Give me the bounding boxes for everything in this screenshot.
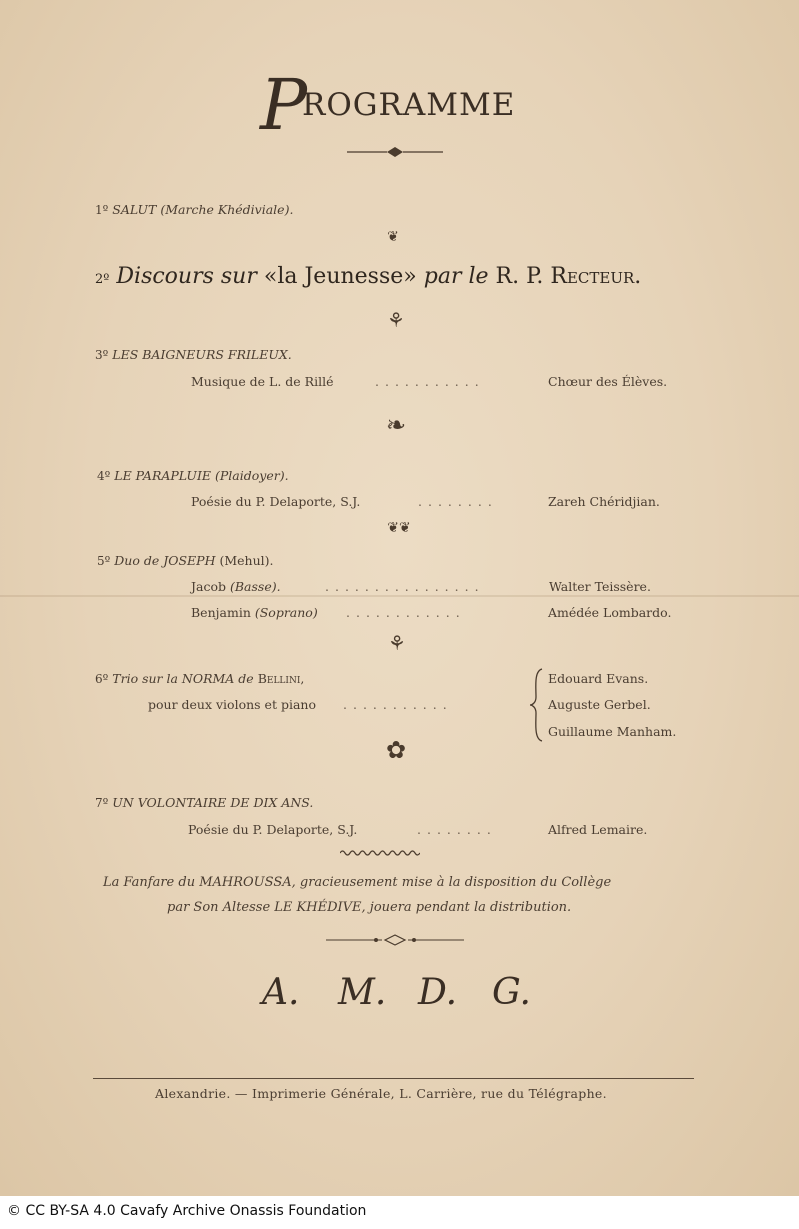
ornament-divider <box>326 934 464 946</box>
ornament-1-icon: ❦ <box>387 229 399 245</box>
item-4-heading <box>97 468 289 483</box>
item-6-subtitle: pour deux violons et piano <box>148 697 316 712</box>
wave-divider <box>340 849 420 857</box>
item-2-text-c: par le <box>423 264 489 289</box>
page-title <box>260 60 550 165</box>
item-5-role-1-voice: (Basse). <box>229 579 281 594</box>
item-2-text-d: R. P. Recteur. <box>495 264 642 289</box>
item-5-performer-1: Walter Teissère. <box>549 579 651 594</box>
item-7-performer: Alfred Lemaire. <box>548 822 648 837</box>
item-5-heading <box>97 553 273 568</box>
item-5-performer-2: Amédée Lombardo. <box>548 605 672 620</box>
item-6-number: 6º <box>95 672 109 686</box>
item-4-leader: ........ <box>418 494 498 509</box>
item-5-number: 5º <box>97 554 111 568</box>
item-6-leader: ........... <box>343 697 453 712</box>
item-5-role-2-name: Benjamin <box>191 605 251 620</box>
amdg-letter-m: M. <box>338 972 387 1013</box>
item-7-leader: ........ <box>417 822 497 837</box>
fanfare-line-1: La Fanfare du MAHROUSSA, gracieusement mise à la disposition du Collège <box>103 875 612 890</box>
item-5-leader-1: ................ <box>325 579 485 594</box>
item-7-heading <box>95 795 313 810</box>
item-4-title: LE PARAPLUIE <box>114 468 212 483</box>
title-rest: ROGRAMME <box>302 87 516 123</box>
item-3-leader: ........... <box>375 374 485 389</box>
item-5-role-2-voice: (Soprano) <box>254 605 318 620</box>
item-7-title: UN VOLONTAIRE DE DIX ANS. <box>112 795 314 810</box>
item-2-number: 2º <box>95 272 110 287</box>
item-6-title: Trio sur la NORMA de <box>112 671 254 686</box>
item-1-subtitle: (Marche Khédiviale). <box>160 202 294 217</box>
item-6-performer-3: Guillaume Manham. <box>548 724 677 739</box>
ornament-5-icon: ⚘ <box>388 631 406 655</box>
item-5-leader-2: ............ <box>346 605 466 620</box>
amdg-letter-d: D. <box>418 972 458 1013</box>
ornament-2-icon: ⚘ <box>387 308 405 332</box>
item-6-performer-1: Edouard Evans. <box>548 671 649 686</box>
ornament-3-icon: ❧ <box>385 411 407 439</box>
item-3-performer: Chœur des Élèves. <box>548 374 668 389</box>
item-5-title: Duo de JOSEPH <box>114 553 216 568</box>
amdg-letter-a: A. <box>262 972 300 1013</box>
item-4-performer: Zareh Chéridjian. <box>548 494 660 509</box>
item-6-composer: Bellini, <box>257 671 305 686</box>
title-flourish-ornament <box>347 146 443 158</box>
item-5-role-1-name: Jacob <box>191 579 226 594</box>
item-6-brace <box>528 667 544 743</box>
item-5-role-1 <box>191 579 281 594</box>
item-3-heading <box>95 347 292 362</box>
item-4-number: 4º <box>97 469 111 483</box>
item-2 <box>95 264 641 289</box>
item-3-title: LES BAIGNEURS FRILEUX. <box>112 347 292 362</box>
ornament-6-icon: ✿ <box>385 736 407 764</box>
item-2-text-b: «la Jeunesse» <box>263 264 417 289</box>
item-4-credit: Poésie du P. Delaporte, S.J. <box>191 494 361 509</box>
item-6-performer-2: Auguste Gerbel. <box>548 697 651 712</box>
license-credit: © CC BY-SA 4.0 Cavafy Archive Onassis Foundation <box>7 1203 367 1219</box>
item-1 <box>95 202 293 217</box>
item-1-title: SALUT <box>112 202 157 217</box>
amdg-letter-g: G. <box>492 972 531 1013</box>
item-5-role-2 <box>191 605 318 620</box>
item-4-subtitle: (Plaidoyer). <box>215 468 289 483</box>
item-6-heading <box>95 671 304 686</box>
item-7-number: 7º <box>95 796 109 810</box>
title-initial: P <box>260 64 308 146</box>
item-5-subtitle: (Mehul). <box>219 553 274 568</box>
fanfare-line-2: par Son Altesse LE KHÉDIVE, jouera pendant la distribution. <box>167 900 572 915</box>
item-7-credit: Poésie du P. Delaporte, S.J. <box>188 822 358 837</box>
item-2-text-a: Discours sur <box>116 264 257 289</box>
item-3-credit: Musique de L. de Rillé <box>191 374 334 389</box>
item-1-number: 1º <box>95 203 109 217</box>
item-3-number: 3º <box>95 348 109 362</box>
imprint: Alexandrie. — Imprimerie Générale, L. Carrière, rue du Télégraphe. <box>155 1086 607 1101</box>
footer-rule <box>93 1078 694 1079</box>
ornament-4-icon: ❦❦ <box>387 520 411 536</box>
